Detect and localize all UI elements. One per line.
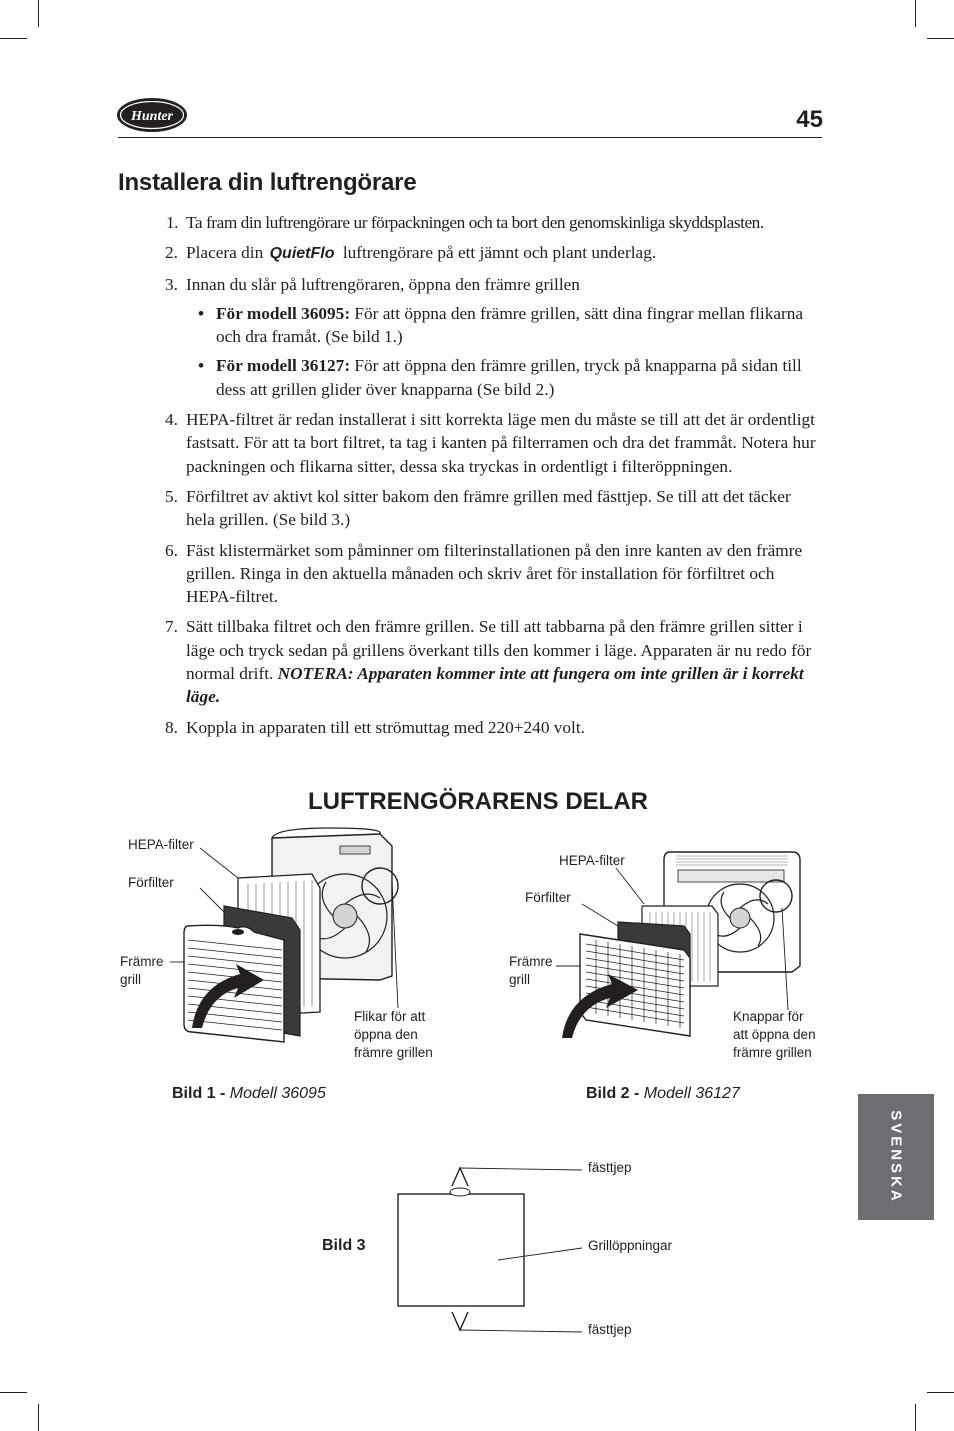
figure-1-caption [172,1085,326,1103]
fig2-hepa-label: HEPA-filter [559,853,625,868]
fig3-bottom-clip-label: fästtjep [588,1322,632,1337]
fig1-prefilter-label: Förfilter [128,875,174,890]
install-steps [154,211,822,746]
fig2-prefilter-label: Förfilter [525,890,571,905]
fig3-top-clip-label: fästtjep [588,1160,632,1175]
step-text: luftrengörare på ett jämnt och plant underlag. [342,243,657,263]
step-number: 4. [165,410,178,430]
step-text: Placera din [186,243,264,263]
crop-mark [915,1404,916,1431]
step-number: 6. [165,540,178,560]
caption-italic: Modell 36127 [643,1085,740,1102]
crop-mark [0,38,27,39]
model-bullets [186,302,822,401]
quietflo-brand: QuietFlo [269,245,335,263]
step-4 [154,408,822,478]
step-6 [154,539,822,609]
svg-text:Hunter: Hunter [130,109,174,124]
step-text: Sätt tillbaka filtret och den främre grillen. Se till att tabbarna på den främre grillen sitter i läge och tryck sedan på grillens överkant tills den kommer i läge. Apparaten är nu redo för normal drift. [186,617,812,684]
fig3-openings-label: Grillöppningar [588,1238,673,1253]
step-1 [154,211,822,234]
step-number: 2. [165,243,178,263]
caption-italic: Modell 36095 [229,1085,326,1102]
bullet-lead: För modell 36095: [216,303,351,323]
page-number: 45 [796,106,823,133]
step-number: 5. [165,486,178,506]
step-text: Fäst klistermärket som påminner om filterinstallationen på den inre kanten av den främre grillen. Ringa in den aktuella månaden och skriv året för installation för förfiltret och HEPA-filtret. [186,540,803,607]
step-5 [154,485,822,532]
crop-mark [927,38,954,39]
step-text: Innan du slår på luftrengöraren, öppna den främre grillen [186,274,580,294]
crop-mark [38,0,39,27]
fig1-grill-label: Främre grill [120,954,164,987]
crop-mark [38,1404,39,1431]
language-tab-label: SVENSKA [887,1110,905,1204]
fig1-tabs-label: Flikar för att öppna den främre grillen [354,1009,433,1060]
step-2 [154,241,822,265]
step-number: 3. [165,274,178,294]
crop-mark [915,0,916,27]
bullet-mark: • [198,356,205,376]
caption-bold: Bild 2 - [586,1085,644,1102]
figure-2-caption [586,1085,740,1103]
step-7 [154,615,822,708]
step-number: 7. [165,617,178,637]
bullet-model-36095 [186,302,822,349]
crop-mark [0,1392,27,1393]
crop-mark [927,1392,954,1393]
caption-bold: Bild 1 - [172,1085,230,1102]
hunter-logo [116,96,188,134]
fig1-hepa-label: HEPA-filter [128,837,194,852]
fig2-buttons-label: Knappar för att öppna den främre grillen [733,1009,816,1060]
step-text: Koppla in apparaten till ett strömuttag med 220+240 volt. [186,717,585,737]
step-text: Ta fram din luftrengörare ur förpackningen och ta bort den genomskinliga skyddsplasten. [186,213,764,232]
figure-3-illustration [394,1160,594,1340]
fig3-label: Bild 3 [322,1237,366,1254]
bullet-text: För att öppna den främre grillen, tryck på knapparna på sidan till dess att grillen glider över knapparna (Se bild 2.) [216,356,802,399]
step-text: Förfiltret av aktivt kol sitter bakom den främre grillen med fästtjep. Se till att det täcker hela grillen. (Se bild 3.) [186,486,791,530]
step-text: HEPA-filtret är redan installerat i sitt korrekta läge men du måste se till att det är ordentligt fastsatt. För att ta bort filtret, ta tag i kanten på filterramen och dra det frammåt. Notera hur packningen och flikarna sitter, dessa ska tryckas in ordentligt i filteröppningen. [186,410,816,476]
step-3 [154,273,822,401]
section-title-parts: LUFTRENGÖRARENS DELAR [308,788,648,815]
header-rule [118,137,822,138]
bullet-text: För att öppna den främre grillen, sätt dina fingrar mellan flikarna och dra framåt. (Se bild 1.) [216,303,804,347]
fig2-grill-label: Främre grill [509,954,553,987]
figure-1-illustration [180,828,480,1068]
step-8 [154,716,822,739]
bullet-lead: För modell 36127: [216,356,351,376]
step-number: 1. [165,213,178,232]
section-title-install: Installera din luftrengörare [118,169,417,196]
language-tab [858,1094,934,1220]
bullet-model-36127 [186,354,822,401]
bullet-mark: • [198,303,205,323]
step-note: NOTERA: Apparaten kommer inte att fungera om inte grillen är i korrekt läge. [186,664,804,707]
step-number: 8. [165,717,178,737]
